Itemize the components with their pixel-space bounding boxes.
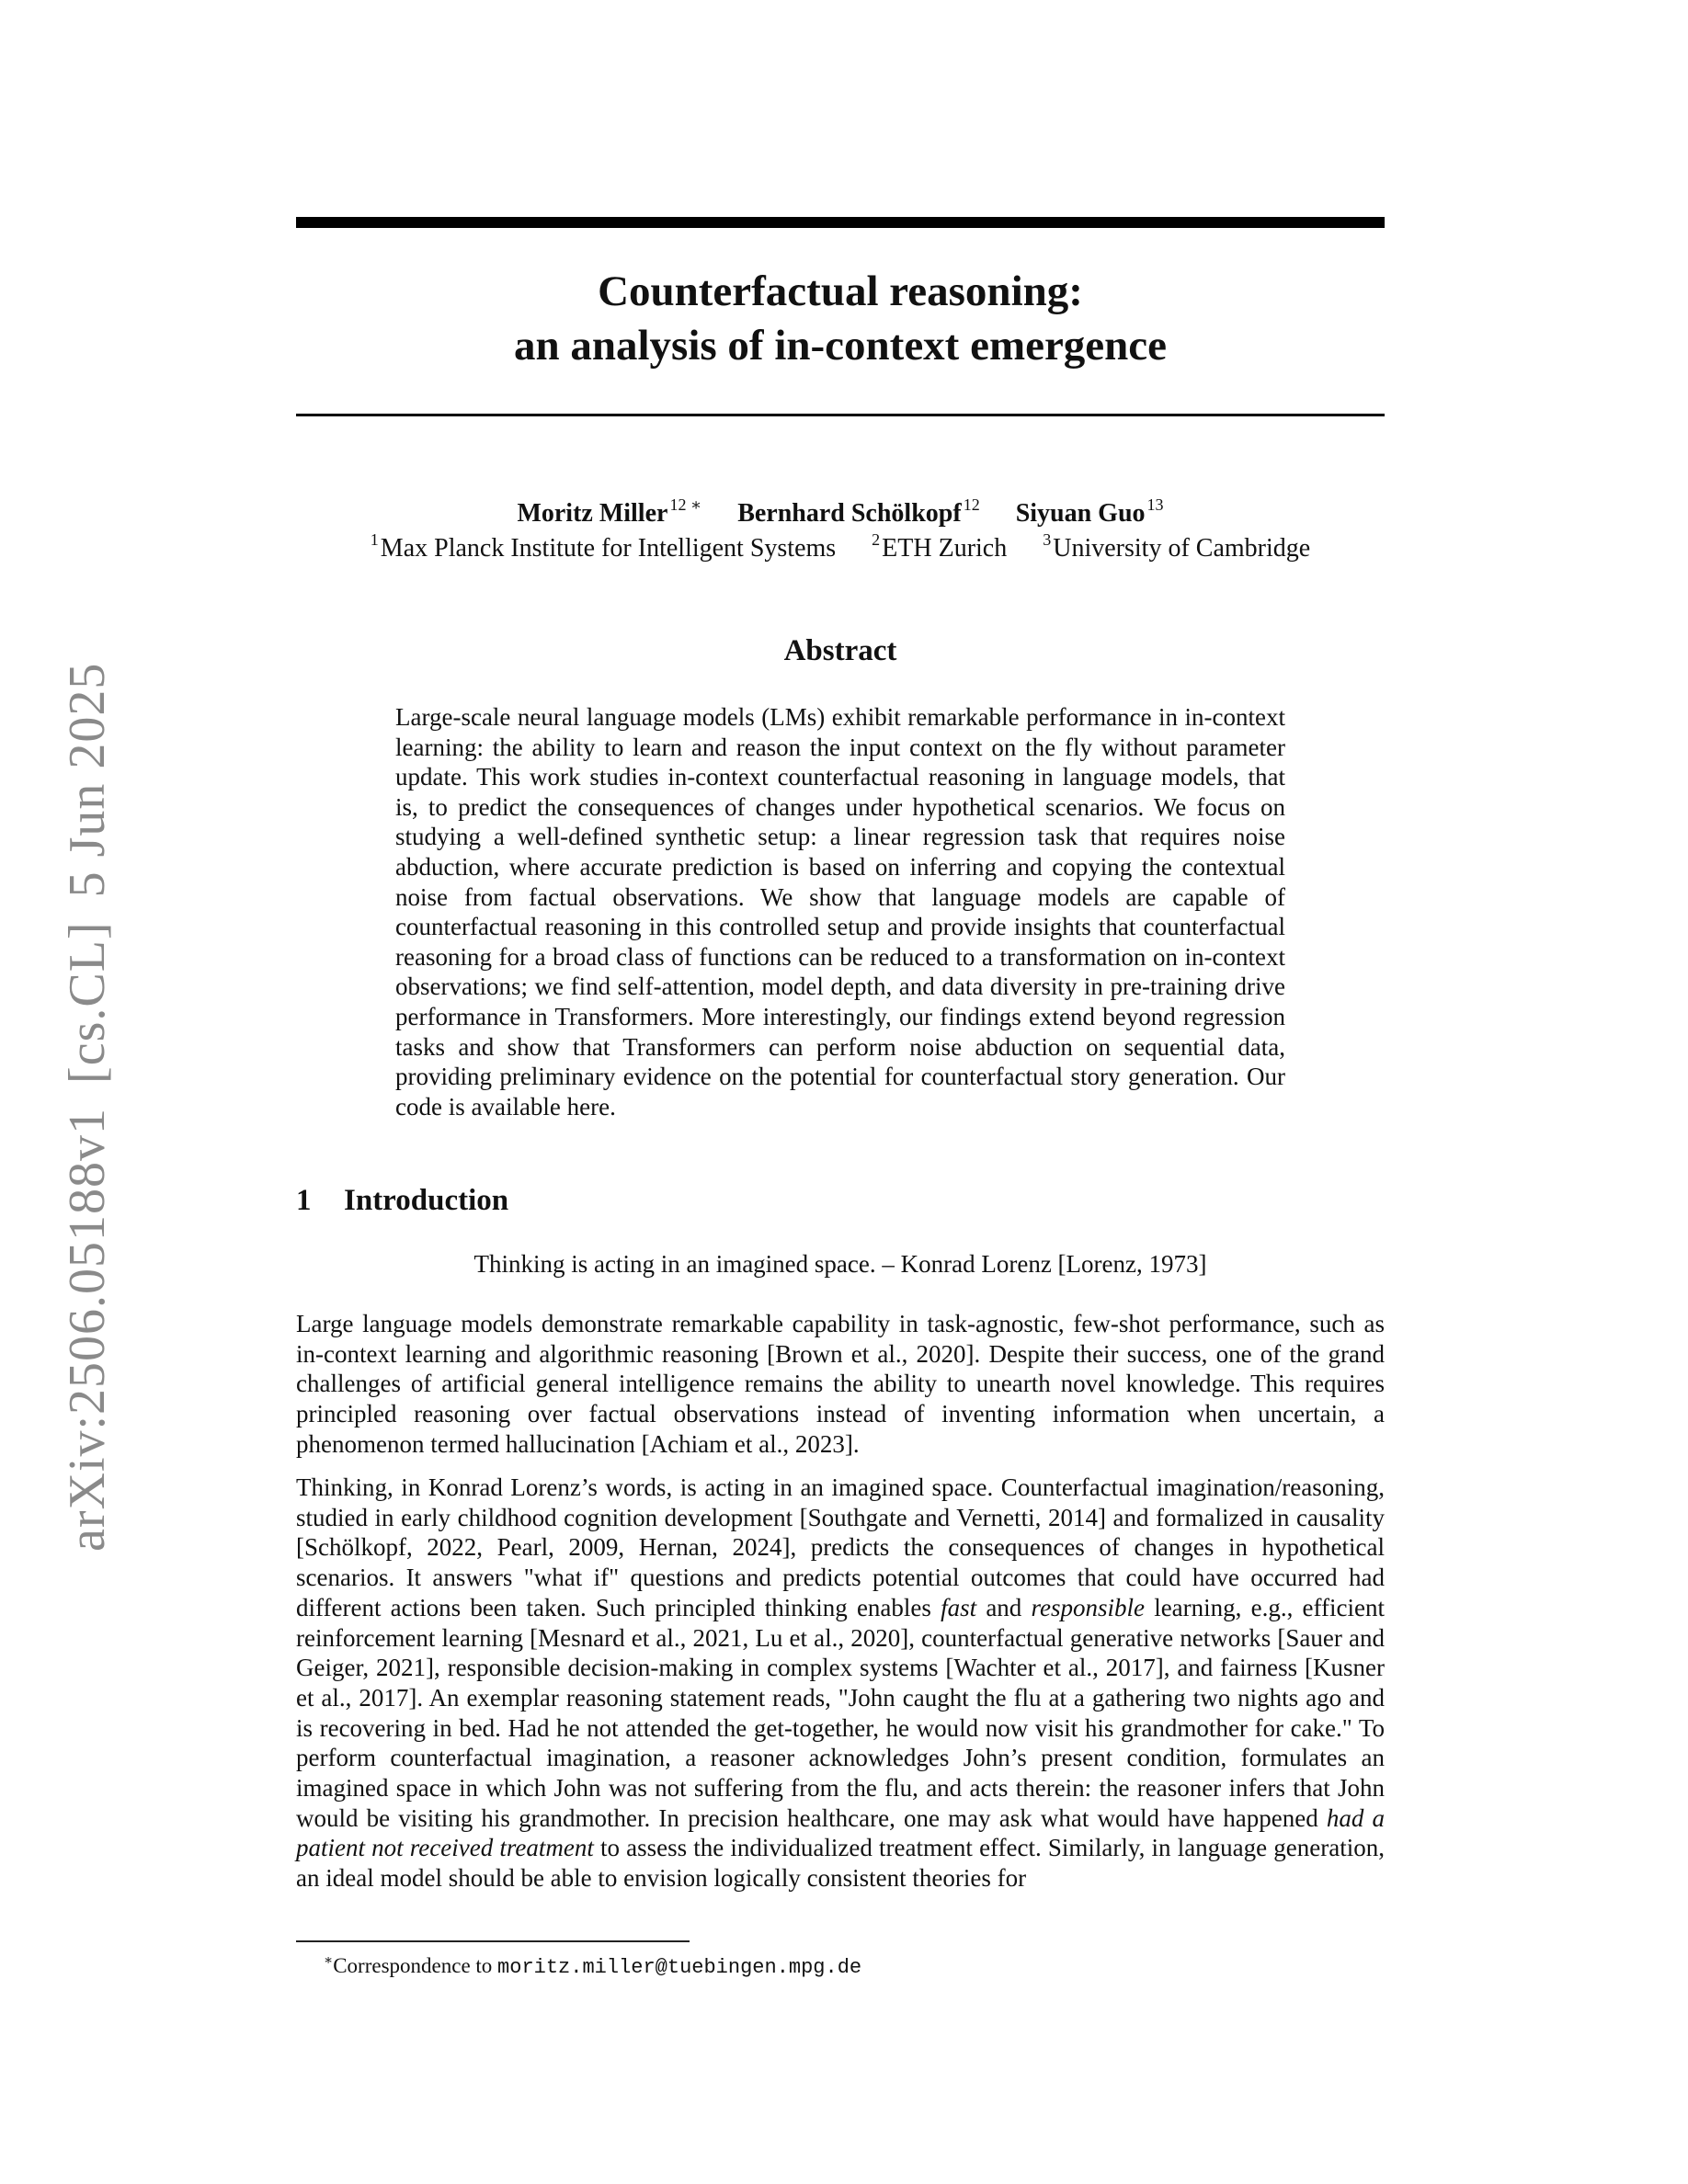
- affiliation: [872, 530, 1008, 563]
- arxiv-date: 5 Jun 2025: [59, 662, 116, 898]
- author-name: Bernhard Schölkopf: [737, 499, 962, 528]
- paper-title: [296, 265, 1385, 373]
- intro-paragraph-2: [296, 1473, 1385, 1894]
- affiliation-name: ETH Zurich: [882, 534, 1008, 563]
- paragraph-text: and: [976, 1593, 1032, 1621]
- footnote-mark: ∗: [324, 1953, 334, 1968]
- section-number: 1: [296, 1184, 312, 1217]
- affiliation-mark: 1: [370, 530, 379, 549]
- title-line-1: Counterfactual reasoning:: [598, 267, 1083, 315]
- title-top-rule: [296, 217, 1385, 228]
- title-line-2: an analysis of in-context emergence: [513, 322, 1168, 370]
- emphasis-text: fast: [941, 1593, 977, 1621]
- arxiv-id: arXiv:2506.05188v1: [59, 1107, 116, 1552]
- abstract-text: Large-scale neural language models (LMs) exhibit remarkable performance in in-context learning: the ability to learn and reason the input context on the fly without parameter update. This work studies in-context counterfactual reasoning in language models, that is, to predict the consequences of changes under hypothetical scenarios. We focus on studying a well-defined synthetic setup: a linear regression task that requires noise abduction, where accurate prediction is based on inferring and copying the contextual noise from factual observations. We show that language models are capable of counterfactual reasoning in this controlled setup and provide insights that counterfactual reasoning for a broad class of functions can be reduced to a transformation on in-context observations; we find self-attention, model depth, and data diversity in pre-training drive performance in Transformers. More interestingly, our findings extend beyond regression tasks and show that Transformers can perform noise abduction on sequential data, providing preliminary evidence on the potential for counterfactual story generation. Our code is available here.: [395, 703, 1285, 1120]
- author-affil-mark: 12 ∗: [669, 495, 702, 514]
- affiliation: [1043, 530, 1311, 563]
- affiliation-name: University of Cambridge: [1053, 534, 1311, 563]
- affiliation-mark: 2: [872, 530, 881, 549]
- footnote: [324, 1947, 861, 1982]
- title-bottom-rule: [296, 414, 1385, 416]
- emphasis-text: responsible: [1031, 1593, 1145, 1621]
- abstract-heading: Abstract: [783, 634, 897, 667]
- arxiv-stamp: [55, 625, 120, 1552]
- affiliation: [370, 530, 837, 563]
- paragraph-text: learning, e.g., efficient reinforcement learning [Mesnard et al., 2021, Lu et al., 2020], counterfactual generative networks [Sauer and Geiger, 2021], responsible decision-making in complex systems [Wachter et al., 2017], and fairness [Kusner et al., 2017]. An exemplar reasoning statement reads, "John caught the flu at a gathering two nights ago and is recovering in bed. Had he not attended the get-together, he would now visit his grandmother for cake." To perform counterfactual imagination, a reasoner acknowledges John’s present condition, formulates an imagined space in which John was not suffering from the flu, and acts therein: the reasoner infers that John would be visiting his grandmother. In precision healthcare, one may ask what would have happened: [296, 1593, 1385, 1832]
- author-affil-mark: 12: [963, 495, 980, 514]
- footnote-rule: [296, 1940, 690, 1942]
- section-heading: [296, 1182, 508, 1219]
- author-affil-mark: 13: [1146, 495, 1164, 514]
- author-name: Siyuan Guo: [1015, 499, 1146, 528]
- affiliation-name: Max Planck Institute for Intelligent Systems: [380, 534, 837, 563]
- emphasis-text: had a patient not received treatment: [296, 1803, 1386, 1862]
- paragraph-text: Thinking, in Konrad Lorenz’s words, is acting in an imagined space. Counterfactual imagination/reasoning, studied in early childhood cognition development [Southgate and Vernetti, 2014] and formalized in causality [Schölkopf, 2022, Pearl, 2009, Hernan, 2024], predicts the consequences of changes in hypothetical scenarios. It answers "what if" questions and predicts potential outcomes that could have occurred had different actions been taken. Such principled thinking enables: [296, 1473, 1385, 1621]
- footnote-text: Correspondence to: [333, 1954, 498, 1977]
- affiliation-list: [296, 524, 1385, 564]
- paragraph-text: to assess the individualized treatment effect. Similarly, in language generation, an ideal model should be able to envision logically consistent theories for: [296, 1834, 1385, 1893]
- correspondence-email: moritz.miller@tuebingen.mpg.de: [497, 1956, 862, 1979]
- intro-paragraph-1: Large language models demonstrate remarkable capability in task-agnostic, few-shot performance, such as in-context learning and algorithmic reasoning [Brown et al., 2020]. Despite their success, one of the grand challenges of artificial general intelligence remains the ability to unearth novel knowledge. This requires principled reasoning over factual observations instead of inventing information when uncertain, a phenomenon termed hallucination [Achiam et al., 2023].: [296, 1310, 1385, 1458]
- author-name: Moritz Miller: [517, 499, 668, 528]
- epigraph: Thinking is acting in an imagined space. – Konrad Lorenz [Lorenz, 1973]: [473, 1250, 1207, 1278]
- affiliation-mark: 3: [1043, 530, 1052, 549]
- section-title: Introduction: [344, 1184, 509, 1217]
- arxiv-category: [cs.CL]: [59, 921, 116, 1084]
